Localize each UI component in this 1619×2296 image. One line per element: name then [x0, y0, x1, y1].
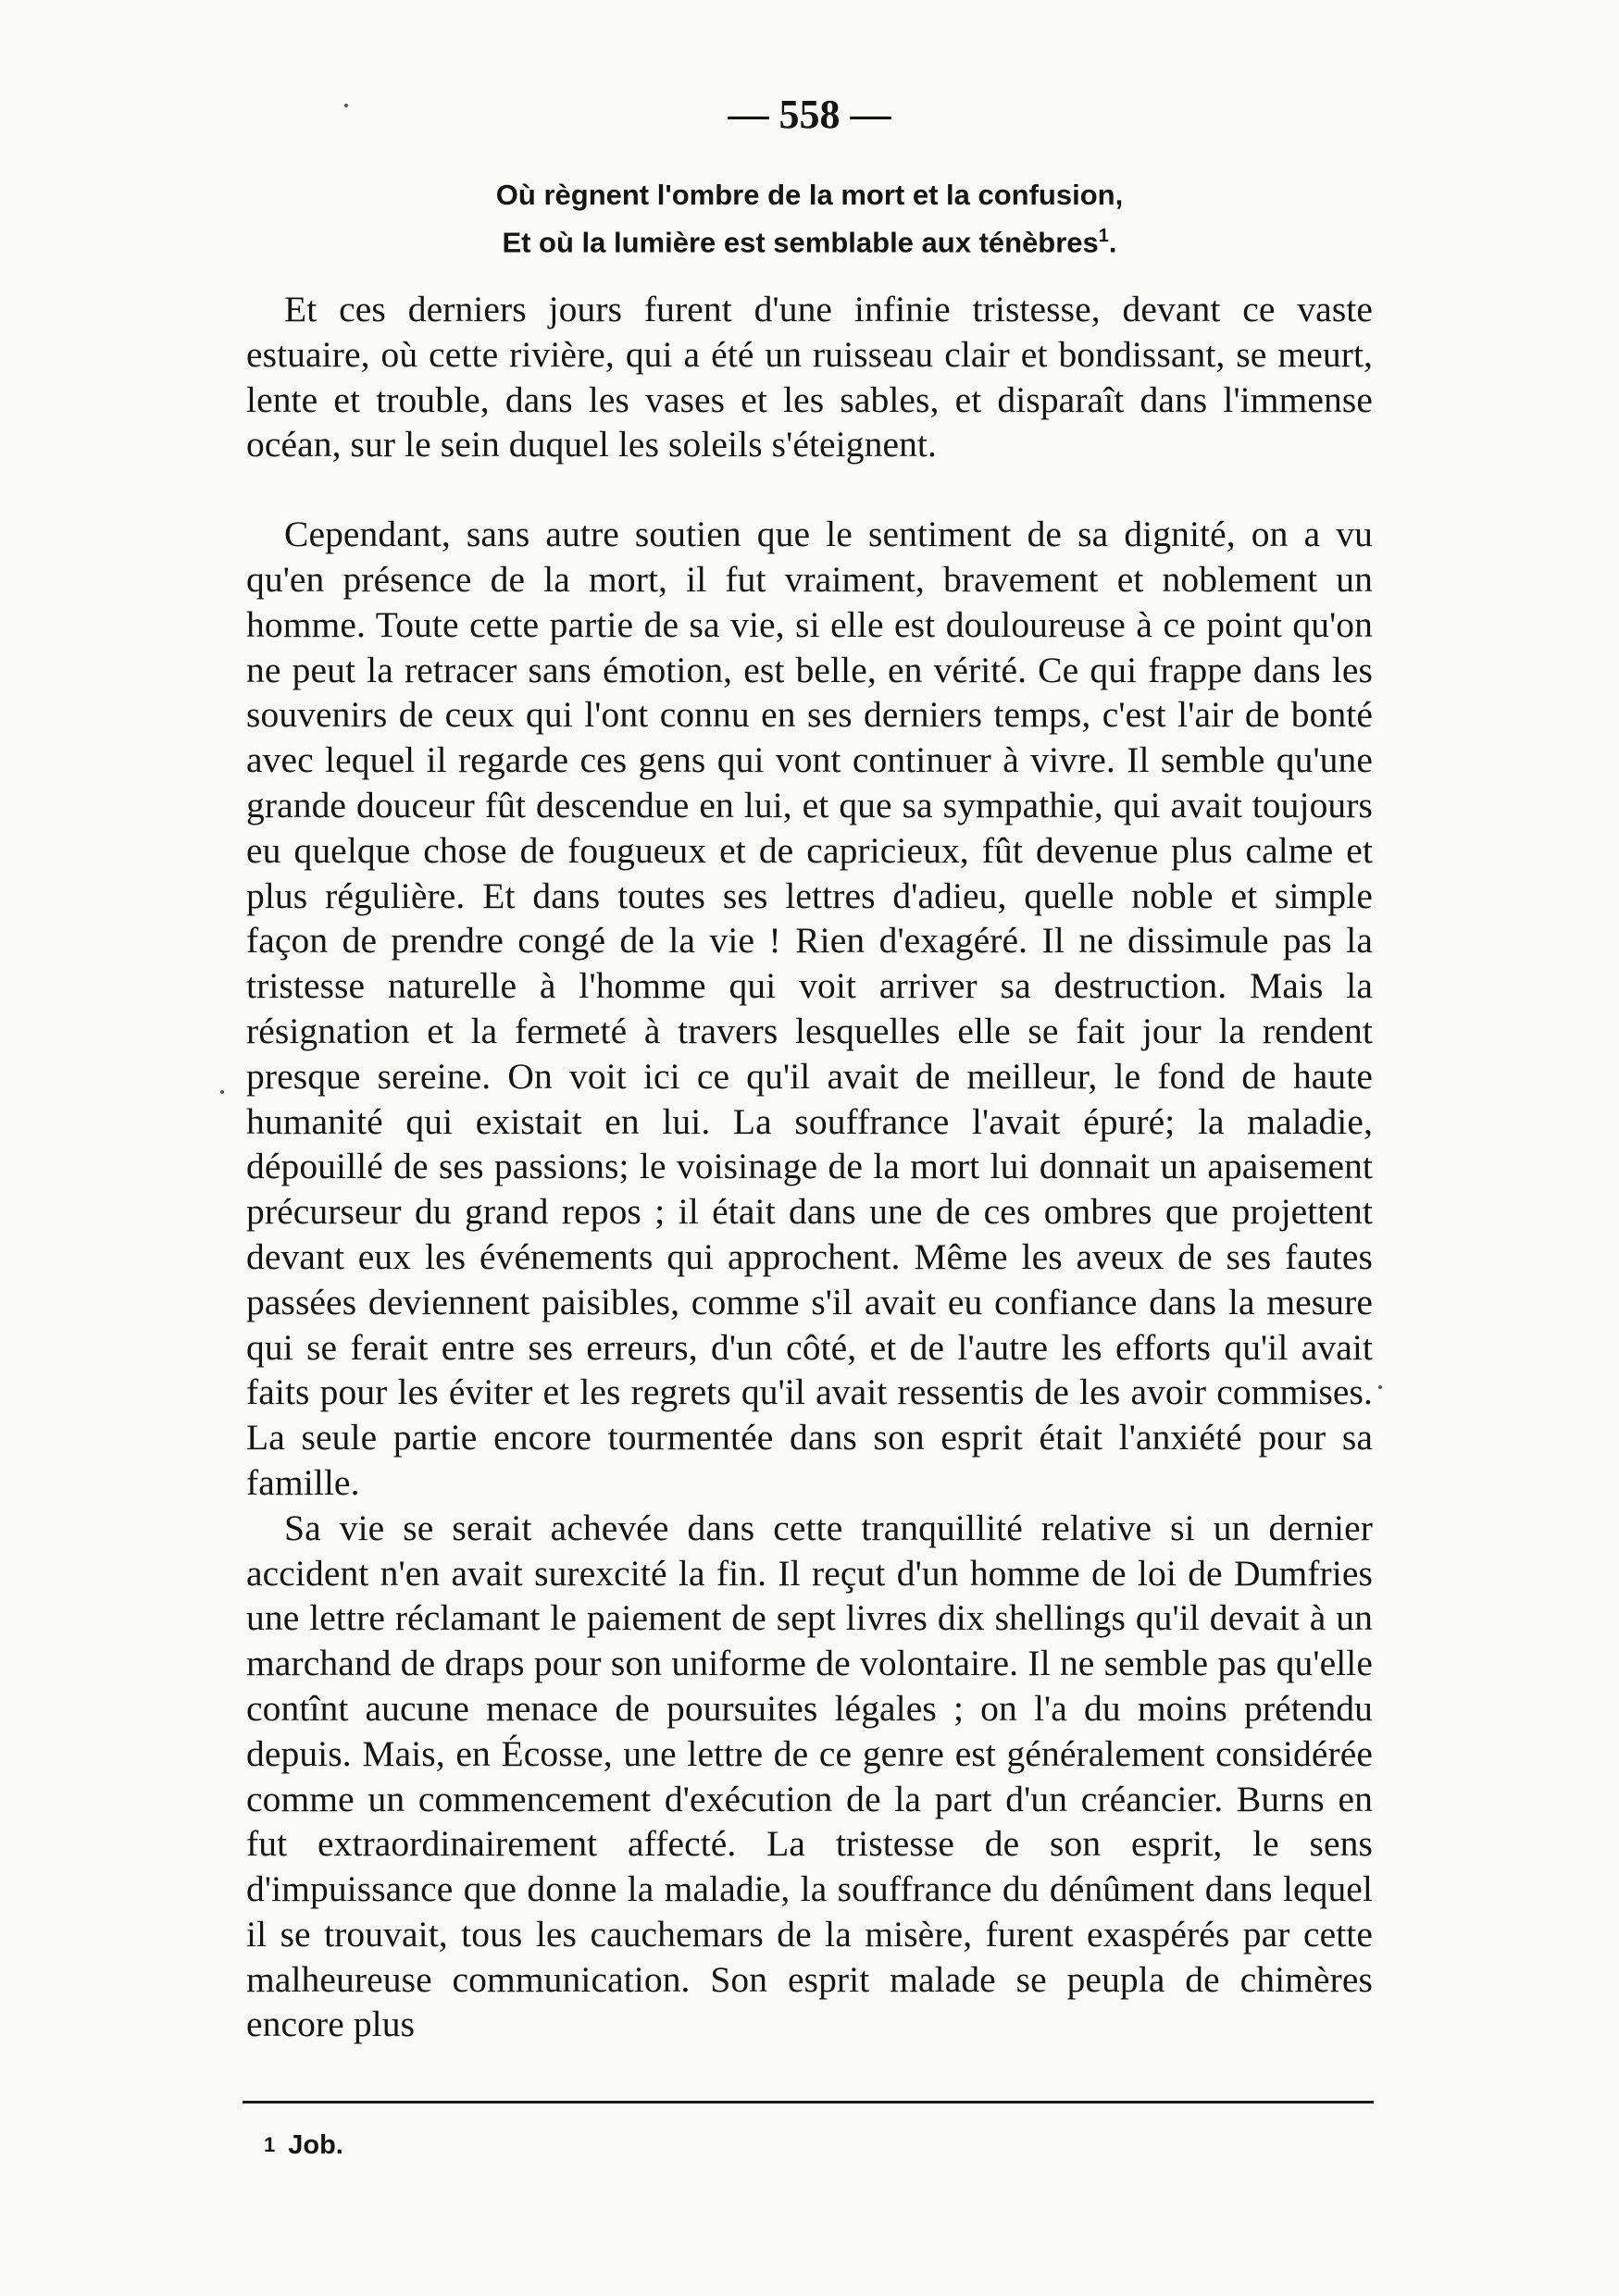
epigraph-line-2	[0, 216, 1619, 263]
body-text	[246, 287, 1373, 2047]
footnote	[264, 2130, 343, 2161]
scan-speck	[344, 104, 348, 107]
page-number: — 558 —	[728, 92, 891, 137]
footnote-text: Job.	[288, 2130, 343, 2160]
scan-speck	[1378, 1385, 1382, 1389]
footnote-divider	[243, 2101, 1374, 2104]
paragraph-3: Sa vie se serait achevée dans cette tranquillité relative si un dernier accident n'en avait surexcité la fin. Il reçut d'un homme de loi de Dumfries une lettre réclamant le paiement de sept livres dix shellings qu'il devait à un marchand de draps pour son uniforme de volontaire. Il ne semble pas qu'elle contînt aucune menace de poursuites légales ; on l'a du moins prétendu depuis. Mais, en Écosse, une lettre de ce genre est généralement considérée comme un commencement d'exécution de la part d'un créancier. Burns en fut extraordinairement affecté. La tristesse de son esprit, le sens d'impuissance que donne la maladie, la souffrance du dénûment dans lequel il se trouvait, tous les cauchemars de la misère, furent exaspérés par cette malheureuse communication. Son esprit malade se peupla de chimères encore plus	[246, 1507, 1373, 2045]
epigraph-line-1: Où règnent l'ombre de la mort et la confusion,	[495, 179, 1124, 211]
epigraph-line-2-end: .	[1108, 226, 1117, 259]
epigraph	[0, 174, 1619, 263]
paragraph-1: Et ces derniers jours furent d'une infinie tristesse, devant ce vaste estuaire, où cette rivière, qui a été un ruisseau clair et bondissant, se meurt, lente et trouble, dans les vases et les sables, et disparaît dans l'immense océan, sur le sein duquel les soleils s'éteignent.	[246, 289, 1373, 465]
footnote-mark: 1	[264, 2133, 276, 2156]
paragraph-2: Cependant, sans autre soutien que le sentiment de sa dignité, on a vu qu'en présence de la mort, il fut vraiment, bravement et noblement un homme. Toute cette partie de sa vie, si elle est douloureuse à ce point qu'on ne peut la retracer sans émotion, est belle, en vérité. Ce qui frappe dans les souvenirs de ceux qui l'ont connu en ses derniers temps, c'est l'air de bonté avec lequel il regarde ces gens qui vont continuer à vivre. Il semble qu'une grande douceur fût descendue en lui, et que sa sympathie, qui avait toujours eu quelque chose de fougueux et de capricieux, fût devenue plus calme et plus régulière. Et dans toutes ses lettres d'adieu, quelle noble et simple façon de prendre congé de la vie ! Rien d'exagéré. Il ne dissimule pas la tristesse naturelle à l'homme qui voit arriver sa destruction. Mais la résignation et la fermeté à travers lesquelles elle se fait jour la rendent presque sereine. On voit ici ce qu'il avait de meilleur, le fond de haute humanité qui existait en lui. La souffrance l'avait épuré; la maladie, dépouillé de ses passions; le voisinage de la mort lui donnait un apaisement précurseur du grand repos ; il était dans une de ces ombres que projettent devant eux les événements qui approchent. Même les aveux de ses fautes passées deviennent paisibles, comme s'il avait eu confiance dans la mesure qui se ferait entre ses erreurs, d'un côté, et de l'autre les efforts qu'il avait faits pour les éviter et les regrets qu'il avait ressentis de les avoir commises. La seule partie encore tourmentée dans son esprit était l'anxiété pour sa famille.	[246, 514, 1373, 1503]
scan-speck	[220, 1090, 224, 1094]
epigraph-line-2-text: Et où la lumière est semblable aux ténèbres	[502, 226, 1099, 259]
footnote-reference[interactable]: 1	[1098, 226, 1109, 246]
